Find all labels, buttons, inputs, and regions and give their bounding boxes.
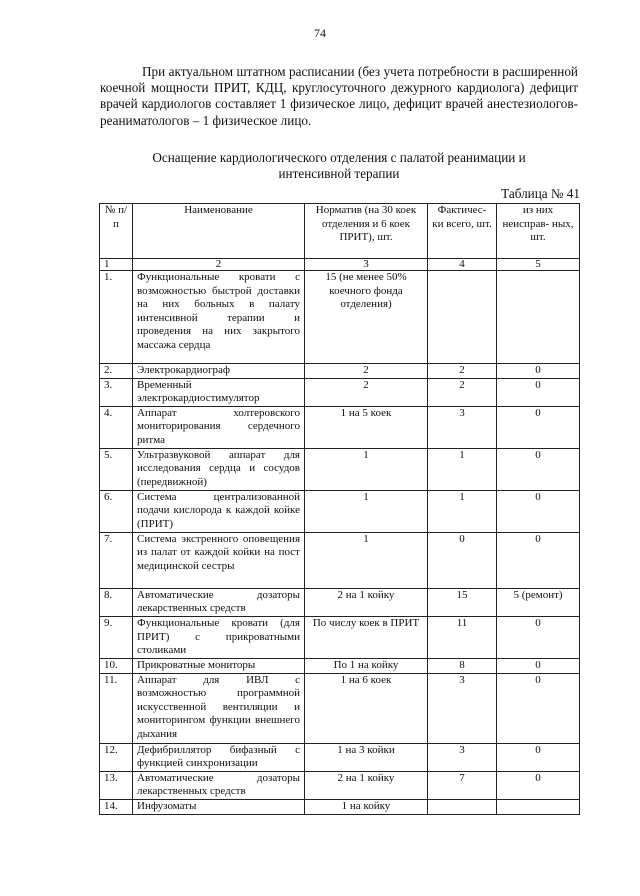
table-row bbox=[100, 616, 580, 658]
row-fact-cell: 1 bbox=[428, 448, 497, 490]
equipment-table bbox=[99, 203, 580, 815]
row-broken-cell: 0 bbox=[497, 364, 580, 379]
row-broken-cell: 0 bbox=[497, 490, 580, 532]
table-row bbox=[100, 771, 580, 799]
row-norm-cell: 2 bbox=[305, 378, 428, 406]
row-number-cell: 7. bbox=[100, 532, 133, 588]
row-name-cell: Функциональные кровати (для ПРИТ) с прикроватными столиками bbox=[133, 616, 305, 658]
row-norm-cell: 1 на 5 коек bbox=[305, 406, 428, 448]
row-broken-cell: 0 bbox=[497, 771, 580, 799]
column-number: 1 bbox=[100, 259, 133, 271]
row-number-cell: 2. bbox=[100, 364, 133, 379]
table-row bbox=[100, 364, 580, 379]
table-header-row bbox=[100, 204, 580, 259]
table-row bbox=[100, 271, 580, 364]
header-fact: Фактичес- ки всего, шт. bbox=[428, 204, 497, 259]
section-heading bbox=[100, 150, 578, 182]
page-number: 74 bbox=[314, 26, 326, 40]
row-broken-cell: 0 bbox=[497, 532, 580, 588]
table-row bbox=[100, 743, 580, 771]
row-name-cell: Ультразвуковой аппарат для исследования сердца и сосудов (передвижной) bbox=[133, 448, 305, 490]
table-row bbox=[100, 448, 580, 490]
row-broken-cell: 0 bbox=[497, 406, 580, 448]
header-name: Наименование bbox=[133, 204, 305, 259]
row-broken-cell bbox=[497, 799, 580, 814]
row-name-cell: Временный электрокардиостимулятор bbox=[133, 378, 305, 406]
row-norm-cell: 1 на 3 койки bbox=[305, 743, 428, 771]
column-number: 2 bbox=[133, 259, 305, 271]
row-norm-cell: 1 bbox=[305, 448, 428, 490]
row-broken-cell bbox=[497, 271, 580, 364]
row-fact-cell bbox=[428, 271, 497, 364]
table-row bbox=[100, 588, 580, 616]
row-name-cell: Функциональные кровати с возможностью быстрой доставки на них больных в палату интенсивной терапии и проведения на них закрытого массажа сердца bbox=[133, 271, 305, 364]
row-number-cell: 13. bbox=[100, 771, 133, 799]
row-broken-cell: 0 bbox=[497, 658, 580, 673]
row-name-cell: Электрокардиограф bbox=[133, 364, 305, 379]
row-number-cell: 1. bbox=[100, 271, 133, 364]
row-fact-cell: 8 bbox=[428, 658, 497, 673]
row-number-cell: 3. bbox=[100, 378, 133, 406]
row-broken-cell: 0 bbox=[497, 448, 580, 490]
table-row bbox=[100, 406, 580, 448]
row-norm-cell: 2 bbox=[305, 364, 428, 379]
paragraph-text: При актуальном штатном расписании (без учета потребности в расширенной коечной мощности ПРИТ, КДЦ, круглосуточного дежурного кардиолога) дефицит врачей кардиологов составляет 1 физическое лицо, дефицит врачей анестезиологов-реаниматологов – 1 физическое лицо. bbox=[100, 64, 578, 128]
row-fact-cell: 0 bbox=[428, 532, 497, 588]
row-name-cell: Система экстренного оповещения из палат от каждой койки на пост медицинской сестры bbox=[133, 532, 305, 588]
row-fact-cell: 3 bbox=[428, 406, 497, 448]
column-number: 5 bbox=[497, 259, 580, 271]
row-number-cell: 10. bbox=[100, 658, 133, 673]
table-row bbox=[100, 378, 580, 406]
row-fact-cell: 7 bbox=[428, 771, 497, 799]
row-broken-cell: 0 bbox=[497, 743, 580, 771]
heading-line-1: Оснащение кардиологического отделения с палатой реанимации и bbox=[152, 150, 526, 165]
row-norm-cell: 15 (не менее 50% коечного фонда отделения) bbox=[305, 271, 428, 364]
row-name-cell: Аппарат холтеровского мониторирования сердечного ритма bbox=[133, 406, 305, 448]
header-broken: из них неисправ- ных, шт. bbox=[497, 204, 580, 259]
row-number-cell: 11. bbox=[100, 673, 133, 743]
row-fact-cell: 2 bbox=[428, 364, 497, 379]
row-norm-cell: 2 на 1 койку bbox=[305, 588, 428, 616]
row-fact-cell: 15 bbox=[428, 588, 497, 616]
row-number-cell: 6. bbox=[100, 490, 133, 532]
row-name-cell: Прикроватные мониторы bbox=[133, 658, 305, 673]
row-norm-cell: 1 на 6 коек bbox=[305, 673, 428, 743]
table-row bbox=[100, 532, 580, 588]
row-number-cell: 5. bbox=[100, 448, 133, 490]
table-row bbox=[100, 673, 580, 743]
header-num: № п/п bbox=[100, 204, 133, 259]
column-number: 3 bbox=[305, 259, 428, 271]
row-norm-cell: 2 на 1 койку bbox=[305, 771, 428, 799]
row-norm-cell: 1 на койку bbox=[305, 799, 428, 814]
row-name-cell: Система централизованной подачи кислорода к каждой койке (ПРИТ) bbox=[133, 490, 305, 532]
row-norm-cell: По числу коек в ПРИТ bbox=[305, 616, 428, 658]
table-row bbox=[100, 490, 580, 532]
row-broken-cell: 5 (ремонт) bbox=[497, 588, 580, 616]
row-name-cell: Автоматические дозаторы лекарственных средств bbox=[133, 588, 305, 616]
row-name-cell: Дефибриллятор бифазный с функцией синхронизации bbox=[133, 743, 305, 771]
body-paragraph bbox=[100, 64, 578, 129]
row-fact-cell: 3 bbox=[428, 673, 497, 743]
row-norm-cell: 1 bbox=[305, 532, 428, 588]
table-row bbox=[100, 658, 580, 673]
row-fact-cell: 1 bbox=[428, 490, 497, 532]
row-number-cell: 12. bbox=[100, 743, 133, 771]
table-caption: Таблица № 41 bbox=[501, 186, 580, 201]
row-name-cell: Аппарат для ИВЛ с возможностью программной искусственной вентиляции и мониторингом функции внешнего дыхания bbox=[133, 673, 305, 743]
row-broken-cell: 0 bbox=[497, 616, 580, 658]
row-number-cell: 9. bbox=[100, 616, 133, 658]
row-fact-cell: 3 bbox=[428, 743, 497, 771]
table-row bbox=[100, 799, 580, 814]
row-fact-cell bbox=[428, 799, 497, 814]
row-number-cell: 14. bbox=[100, 799, 133, 814]
row-number-cell: 4. bbox=[100, 406, 133, 448]
row-name-cell: Инфузоматы bbox=[133, 799, 305, 814]
row-name-cell: Автоматические дозаторы лекарственных средств bbox=[133, 771, 305, 799]
row-norm-cell: По 1 на койку bbox=[305, 658, 428, 673]
row-broken-cell: 0 bbox=[497, 673, 580, 743]
column-number-row bbox=[100, 259, 580, 271]
row-broken-cell: 0 bbox=[497, 378, 580, 406]
row-norm-cell: 1 bbox=[305, 490, 428, 532]
row-fact-cell: 2 bbox=[428, 378, 497, 406]
row-number-cell: 8. bbox=[100, 588, 133, 616]
header-norm: Норматив (на 30 коек отделения и 6 коек ПРИТ), шт. bbox=[305, 204, 428, 259]
row-fact-cell: 11 bbox=[428, 616, 497, 658]
column-number: 4 bbox=[428, 259, 497, 271]
heading-line-2: интенсивной терапии bbox=[278, 166, 400, 181]
